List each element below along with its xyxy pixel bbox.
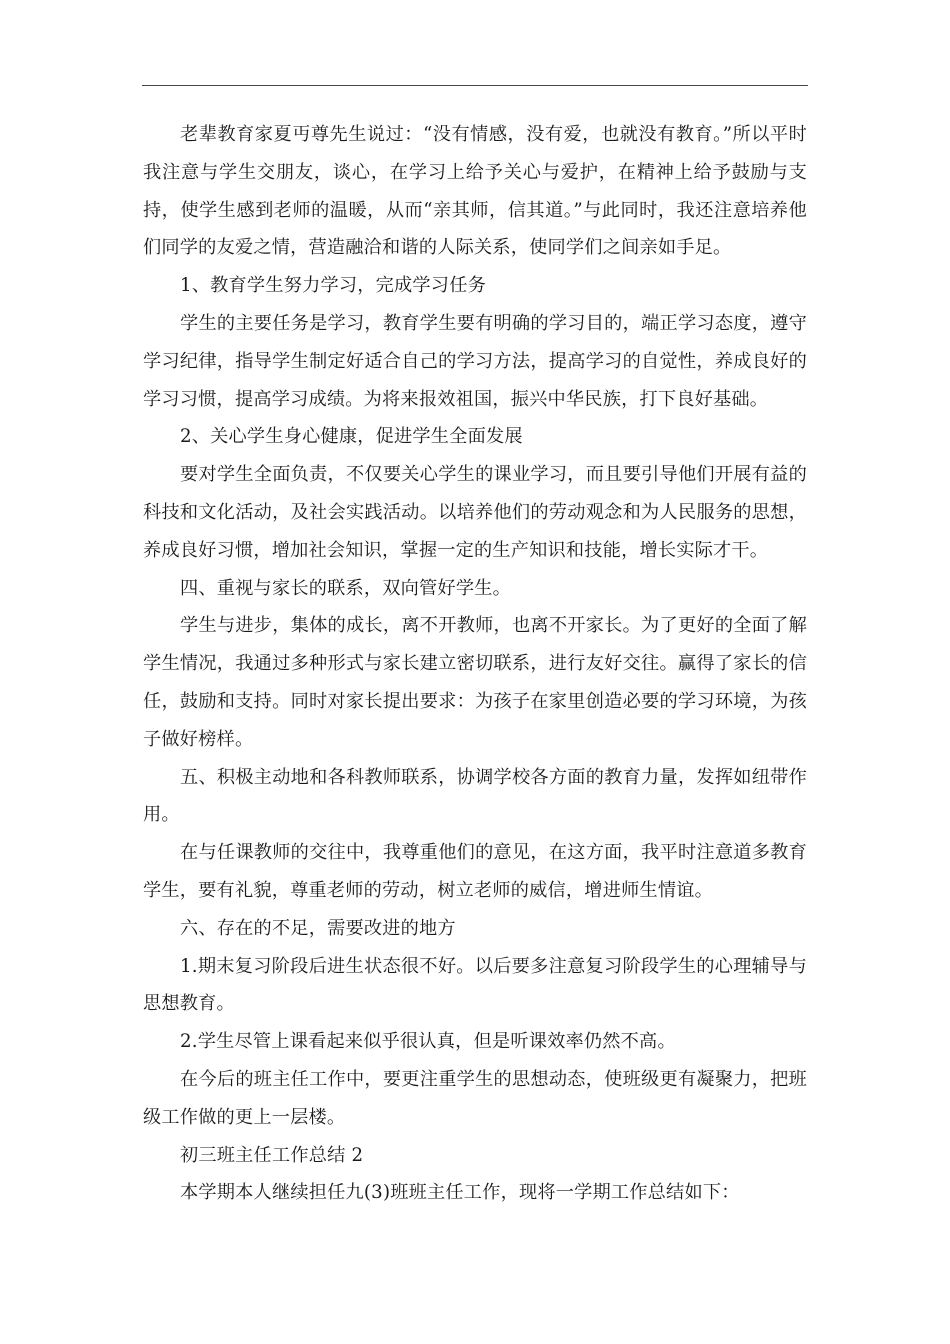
paragraph-health: 要对学生全面负责，不仅要关心学生的课业学习，而且要引导他们开展有益的科技和文化活动，及社会实践活动。以培养他们的劳动观念和为人民服务的思想，养成良好习惯，增加社会知识，掌握一定的生产知识和技能，增长实际才干。 bbox=[143, 464, 807, 561]
paragraph-future: 在今后的班主任工作中，要更注重学生的思想动态，使班级更有凝聚力，把班级工作做的更上一层楼。 bbox=[143, 1068, 807, 1128]
header-rule bbox=[142, 85, 808, 86]
paragraph-parents: 学生与进步，集体的成长，离不开教师，也离不开家长。为了更好的全面了解学生情况，我通过多种形式与家长建立密切联系，进行友好交往。赢得了家长的信任，鼓励和支持。同时对家长提出要求：为孩子在家里创造必要的学习环境，为孩子做好榜样。 bbox=[143, 615, 807, 750]
heading-teachers: 五、积极主动地和各科教师联系，协调学校各方面的教育力量，发挥如纽带作用。 bbox=[143, 766, 807, 826]
heading-health: 2、关心学生身心健康，促进学生全面发展 bbox=[180, 426, 523, 448]
heading-study: 1、教育学生努力学习，完成学习任务 bbox=[180, 275, 486, 297]
list-item-1: 1.期末复习阶段后进生状态很不好。以后要多注意复习阶段学生的心理辅导与思想教育。 bbox=[143, 955, 807, 1015]
section-title-2: 初三班主任工作总结 2 bbox=[180, 1144, 364, 1166]
paragraph-intro: 老辈教育家夏丏尊先生说过：“没有情感，没有爱，也就没有教育。”所以平时我注意与学生交朋友，谈心，在学习上给予关心与爱护，在精神上给予鼓励与支持，使学生感到老师的温暖，从而“亲其师，信其道。”与此同时，我还注意培养他们同学的友爱之情，营造融洽和谐的人际关系，使同学们之间亲如手足。 bbox=[143, 124, 807, 259]
paragraph-summary-intro: 本学期本人继续担任九(3)班班主任工作，现将一学期工作总结如下： bbox=[180, 1182, 740, 1204]
paragraph-study: 学生的主要任务是学习，教育学生要有明确的学习目的，端正学习态度，遵守学习纪律，指导学生制定好适合自己的学习方法，提高学习的自觉性，养成良好的学习习惯，提高学习成绩。为将来报效祖国，振兴中华民族，打下良好基础。 bbox=[143, 312, 807, 410]
list-item-2: 2.学生尽管上课看起来似乎很认真，但是听课效率仍然不高。 bbox=[180, 1031, 676, 1053]
heading-shortcomings: 六、存在的不足，需要改进的地方 bbox=[180, 917, 456, 939]
heading-parents: 四、重视与家长的联系，双向管好学生。 bbox=[180, 577, 511, 599]
paragraph-teachers: 在与任课教师的交往中，我尊重他们的意见，在这方面，我平时注意道多教育学生，要有礼貌，尊重老师的劳动，树立老师的威信，增进师生情谊。 bbox=[143, 842, 807, 901]
document-body bbox=[143, 116, 807, 1212]
